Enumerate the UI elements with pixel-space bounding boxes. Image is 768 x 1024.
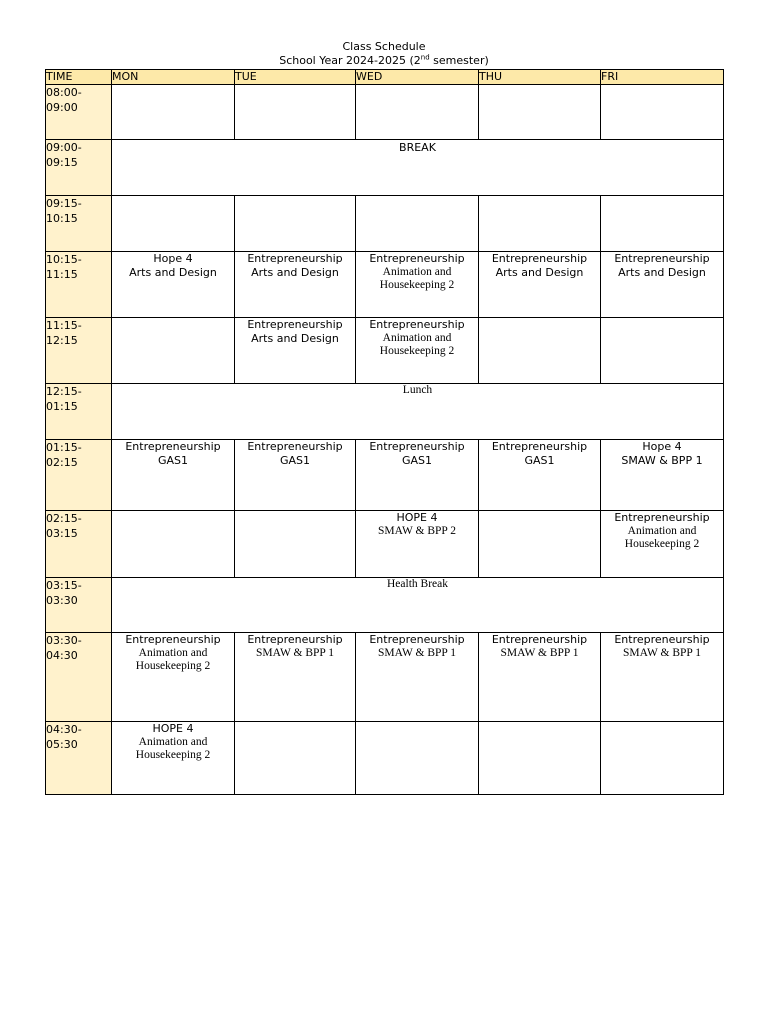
class-cell-mon [112,511,235,578]
table-row [46,722,724,795]
class-cell-tue [235,511,356,578]
time-end: 10:15 [46,212,78,225]
subject-label: Entrepreneurship [614,252,710,265]
table-row [46,318,724,384]
class-cell-thu [479,85,601,140]
class-cell-wed [356,252,479,318]
class-cell-wed [356,196,479,252]
section-label: SMAW & BPP 1 [621,454,703,467]
section-label: Arts and Design [251,266,339,279]
class-cell-wed [356,511,479,578]
class-cell-thu [479,722,601,795]
section-label: Arts and Design [618,266,706,279]
subject-label: Entrepreneurship [369,633,465,646]
class-cell-tue [235,318,356,384]
table-row [46,633,724,722]
time-start: 09:00- [46,141,82,154]
header-row [46,70,724,85]
class-cell-tue [235,722,356,795]
class-cell-fri [601,722,724,795]
class-cell-thu [479,252,601,318]
time-end: 02:15 [46,456,78,469]
time-cell [46,440,112,511]
class-cell-wed [356,440,479,511]
class-cell-thu [479,318,601,384]
time-start: 10:15- [46,253,82,266]
table-row [46,384,724,440]
section-label: Arts and Design [129,266,217,279]
span-cell [112,140,724,196]
class-cell-fri [601,252,724,318]
subject-label: Entrepreneurship [491,633,588,646]
class-cell-fri [601,511,724,578]
class-cell-fri [601,318,724,384]
time-cell [46,318,112,384]
section-label: Housekeeping 2 [379,278,455,291]
subject-label: Entrepreneurship [247,318,343,331]
time-start: 12:15- [46,385,82,398]
time-end: 03:15 [46,527,78,540]
subject-label: Entrepreneurship [247,252,343,265]
section-label: Arts and Design [251,332,339,345]
col-header-time: TIME [46,70,112,85]
class-schedule-table [45,69,724,795]
section-label: Animation and [138,647,208,659]
time-start: 03:30- [46,634,82,647]
time-start: 04:30- [46,723,82,736]
time-end: 05:30 [46,738,78,751]
section-label: SMAW & BPP 1 [377,647,456,659]
time-start: 01:15- [46,441,82,454]
section-label: GAS1 [524,454,555,467]
section-label: Animation and [138,736,208,748]
class-cell-mon [112,252,235,318]
subject-label: Entrepreneurship [614,511,710,524]
subject-label: Entrepreneurship [247,633,343,646]
time-start: 03:15- [46,579,82,592]
time-cell [46,196,112,252]
span-label: Lunch [402,384,433,396]
subject-label: Entrepreneurship [125,440,221,453]
span-label: Health Break [387,578,448,590]
class-cell-thu [479,633,601,722]
table-row [46,140,724,196]
time-cell [46,85,112,140]
time-cell [46,252,112,318]
subject-label: Entrepreneurship [614,633,710,646]
schedule-title: Class Schedule [342,40,426,53]
span-cell [112,578,724,633]
subject-label: Hope 4 [153,252,193,265]
subject-label: Entrepreneurship [125,633,221,646]
table-row [46,85,724,140]
time-cell [46,633,112,722]
class-cell-fri [601,633,724,722]
section-label: Housekeeping 2 [135,659,211,672]
col-header-mon: MON [112,70,235,85]
section-label: SMAW & BPP 1 [255,647,334,659]
col-header-fri: FRI [601,70,724,85]
time-start: 02:15- [46,512,82,525]
section-label: Housekeeping 2 [135,748,211,761]
class-cell-thu [479,440,601,511]
class-cell-wed [356,633,479,722]
class-cell-wed [356,722,479,795]
col-header-wed: WED [356,70,479,85]
class-cell-wed [356,318,479,384]
class-cell-fri [601,440,724,511]
section-label: Animation and [627,525,697,537]
time-start: 11:15- [46,319,82,332]
time-start: 09:15- [46,197,82,210]
subject-label: HOPE 4 [152,722,194,735]
table-row [46,196,724,252]
table-row [46,440,724,511]
subject-label: Entrepreneurship [491,252,588,265]
class-cell-thu [479,511,601,578]
section-label: Animation and [382,266,452,278]
section-label: GAS1 [401,454,433,467]
subject-label: Entrepreneurship [369,252,465,265]
time-cell [46,384,112,440]
time-end: 04:30 [46,649,78,662]
class-cell-thu [479,196,601,252]
span-label: BREAK [399,141,436,154]
school-year-subtitle: School Year 2024-2025 (2nd semester) [279,53,489,67]
time-end: 11:15 [46,268,78,281]
class-cell-mon [112,722,235,795]
section-label: SMAW & BPP 1 [622,647,701,659]
time-end: 03:30 [46,594,78,607]
class-cell-mon [112,440,235,511]
class-cell-mon [112,633,235,722]
table-row [46,511,724,578]
time-cell [46,722,112,795]
section-label: Animation and [382,332,452,344]
class-cell-fri [601,196,724,252]
class-cell-tue [235,85,356,140]
class-cell-tue [235,252,356,318]
section-label: GAS1 [157,454,189,467]
subject-label: Entrepreneurship [369,440,465,453]
section-label: SMAW & BPP 1 [500,647,579,659]
class-cell-tue [235,440,356,511]
time-end: 09:15 [46,156,78,169]
section-label: SMAW & BPP 2 [377,525,456,537]
span-cell [112,384,724,440]
subject-label: Entrepreneurship [247,440,343,453]
time-end: 09:00 [46,101,78,114]
subject-label: HOPE 4 [396,511,438,524]
time-cell [46,140,112,196]
subject-label: Entrepreneurship [491,440,588,453]
class-cell-wed [356,85,479,140]
class-cell-mon [112,318,235,384]
subject-label: Entrepreneurship [369,318,465,331]
section-label: GAS1 [279,454,311,467]
table-row [46,578,724,633]
col-header-thu: THU [479,70,601,85]
subject-label: Hope 4 [642,440,682,453]
time-start: 08:00- [46,86,82,99]
time-end: 12:15 [46,334,78,347]
class-cell-fri [601,85,724,140]
time-end: 01:15 [46,400,78,413]
class-cell-mon [112,196,235,252]
col-header-tue: TUE [235,70,356,85]
time-cell [46,578,112,633]
class-cell-tue [235,196,356,252]
time-cell [46,511,112,578]
section-label: Housekeeping 2 [624,537,700,550]
class-cell-tue [235,633,356,722]
class-cell-mon [112,85,235,140]
section-label: Housekeeping 2 [379,344,455,357]
section-label: Arts and Design [495,266,584,279]
table-row [46,252,724,318]
